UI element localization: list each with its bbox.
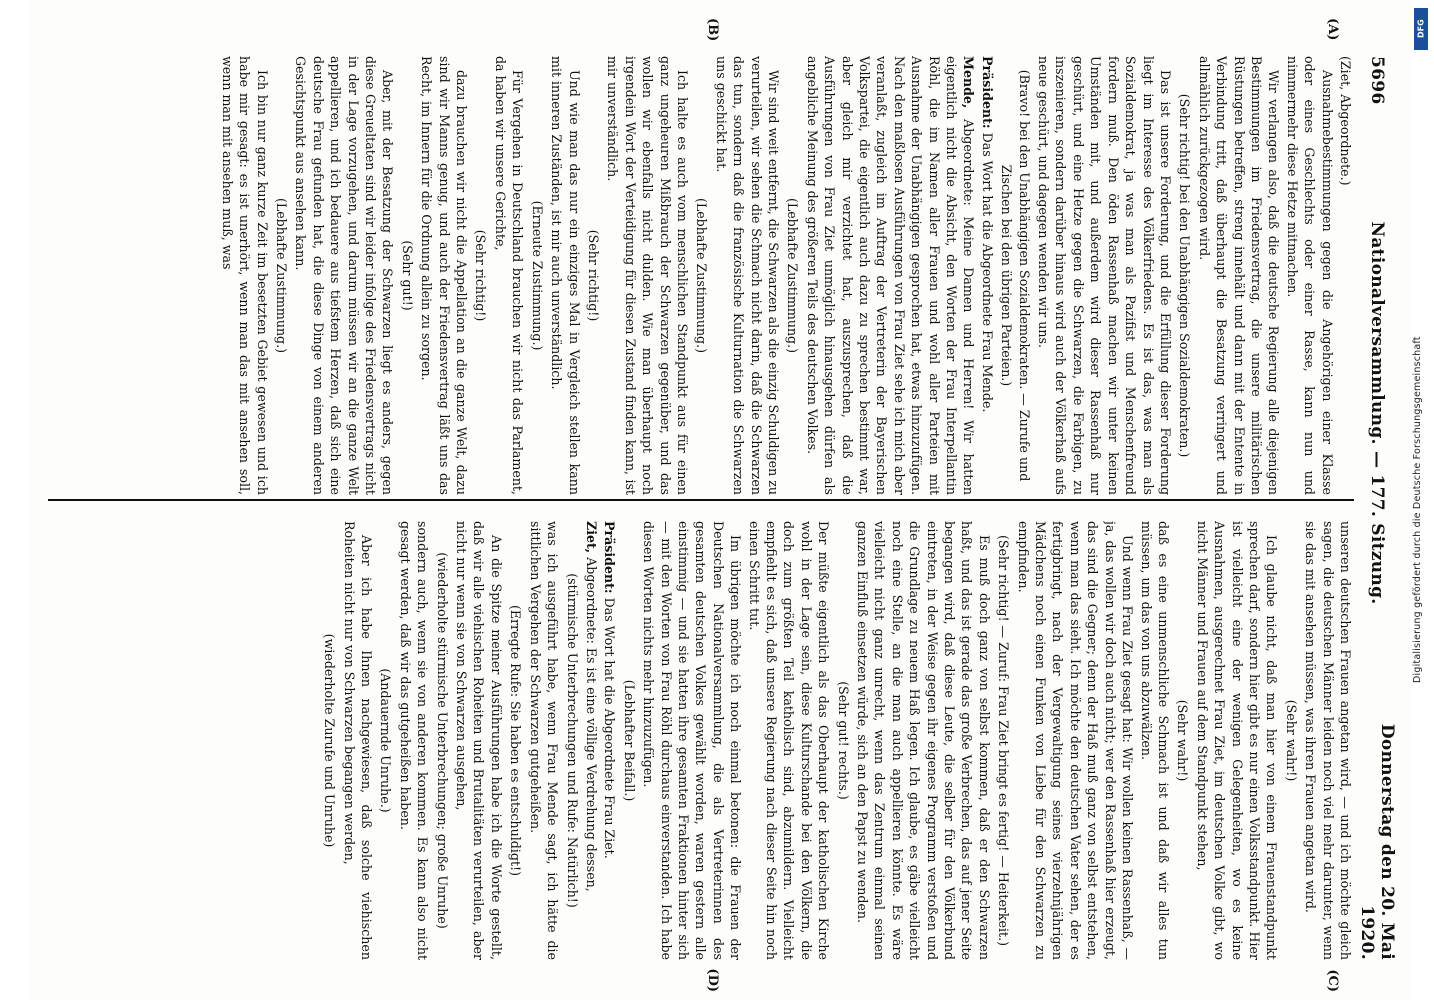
interjection: (Lebhafte Zustimmung.) [694,197,710,354]
text-paragraph: dazu brauchen wir nicht die Appellation an die ganze Welt, dazu sind wir Manns genug, und auch der Friedensvertrag läßt uns das Recht, im Innern für die Ordnung allein zu sorgen. [419,56,470,495]
speaker-paragraph [601,521,618,960]
speech-text: Das Wort hat die Abgeordnete Frau Ziet. [602,593,618,859]
right-column [48,521,1354,960]
interjection: (Erneute Zustimmung.) [529,200,545,351]
speaker-name: Präsident: [979,56,995,129]
speaker-paragraph [583,521,600,960]
speaker-paragraph [978,56,995,495]
digitization-credit: Digitalisierung gefördert durch die Deutsche Forschungsgemeinschaft [1412,336,1423,684]
text-columns [48,56,1354,960]
text-paragraph: Im übrigen möchte ich noch einmal betonen: die Frauen der Deutschen Nationalversammlung, die als Vertreterinnen des gesamten deutschen Volkes gewählt worden, waren gestern alle einstimmig — und sie hatten ihre gesamten Fraktionen hinter sich — mit den Worten von Frau Röhl durchaus einverstanden. Ich habe diesen Worten nichts mehr hinzuzufügen. [641,521,744,960]
interjection: (Lebhafte Zustimmung.) [274,197,290,354]
text-paragraph: Wir sind weit entfernt, die Schwarzen als die einzig Schuldigen zu verurteilen, wir sehen die Schmach nicht darin, daß die Schwarzen das tun, sondern daß die französische Kulturnation die Schwarzen uns geschickt hat. [713,56,781,495]
margin-letter-b: (B) [705,18,720,42]
interjection: (Sehr richtig!) [473,229,489,322]
interjection: (Lebhafter Beifall.) [621,679,637,802]
text-paragraph: Wir verlangen also, daß die deutsche Regierung alle diejenigen Bestimmungen im Friedensvertrag, die unsere militärischen Rüstungen betreffen, streng innehält und dann mit der Entente in Verbindung tritt, daß überhaupt die Besatzung verringert und allmählich zurückgezogen wird. [1196,56,1282,495]
text-paragraph: daß es eine unmenschliche Schmach ist und daß wir alles tun müssen, um das von uns abzuwälzen. [1138,521,1171,960]
margin-letter-a: (A) [1325,18,1340,41]
dfg-logo: DFG [1414,8,1428,50]
text-paragraph: (Ziet, Abgeordnete.) [1338,56,1353,186]
interjection: (Sehr richtig! bei den Unabhängigen Sozialdemokraten.) [1177,93,1193,458]
interjection: (Erregte Rufe: Sie haben es entschuldigt!) [508,605,524,876]
text-paragraph: Das ist unsere Forderung, und die Erfüllung dieser Forderung liegt im Interesse des Völkerfriedens. Es ist das, was man als Sozialdemokrat, ja was man als Pazifist und Menschenfreund fordern muß. Den öden Rassenhaß machen wir unter keinen Umständen mit, und außerdem wird dieser Rassenhaß nur geschürt, und eine Hetze gegen die Schwarzen, die Farbigen, zu inszenieren, sondern darüber hinaus wird auch der Völkerhaß aufs neue geschürt, und dagegen wenden wir uns. [1036,56,1173,495]
text-paragraph: Ich glaube nicht, daß man hier von einem Frauenstandpunkt sprechen darf, sondern hier gibt es nur einen Volksstandpunkt. Hier ist vielleicht eine der wenigen Gelegenheiten, wo es keine Ausnahmen, ausgerechnet Frau Ziet, im deutschen Volke gibt, wo nicht Männer und Frauen auf dem Standpunkt stehen, [1194,521,1280,960]
interjection: (Sehr richtig! — Zuruf: Frau Ziet bringt es fertig! — Heiterkeit.) [996,534,1012,947]
margin-letter-d: (D) [705,968,720,992]
interjection: (Sehr gut! rechts.) [835,681,851,800]
document-page [30,0,1410,1000]
interjection: (Sehr wahr!) [1175,699,1191,782]
interjection: (wiederholte stürmische Unterbrechungen; große Unruhe) [434,552,450,929]
speech-text: Abgeordnete: Meine Damen und Herren! Wir hatten eigentlich nicht die Absicht, den Worten der Frau Interpellantin Röhl, die im Namen aller Frauen und wohl aller Parteien mit Ausnahme der Unabhängigen gesprochen hat, etwas hinzuzufügen. Nach den maßlosen Ausführungen von Frau Ziet sehe ich mich aber veranlaßt, zugleich im Auftrag der Vertreterin der Bayerischen Volkspartei, die eigentlich auch dazu zu sprechen bestimmt war, aber gleich mir verzichtet hat, auszusprechen, daß die Ausführungen von Frau Ziet unmöglich hinausgehen dürfen als angebliche Meinung des größeren Teils des deutschen Volkes. [804,56,977,495]
text-paragraph: Ausnahmebestimmungen gegen die Angehörigen einer Klasse oder eines Geschlechts oder einer Rasse, kann nun und nimmermehr diese Hetze mitmachen. [1284,56,1335,495]
text-paragraph: Für Vergehen in Deutschland brauchen wir nicht das Parlament, da haben wir unsere Gerichte, [492,56,526,495]
text-paragraph: sondern auch, wenn sie von anderen kommen. Es kann also nicht gesagt werden, daß wir das gutgeheißen haben. [397,521,431,960]
text-paragraph: Ich bin nur ganz kurze Zeit im besetzten Gebiet gewesen und ich habe mir gesagt: es ist unerhört, wenn man das mit ansehen soll, wenn man mit ansehen muß, was [219,56,270,495]
page-header [1357,56,1397,960]
interjection: (Bravo! bei den Unabhängigen Sozialdemokraten. — Zurufe und Zischen bei den übrigen Parteien.) [999,69,1032,482]
rotated-page [30,0,1410,1000]
interjection: (Sehr gut!) [399,240,415,311]
speaker-paragraph [803,56,977,495]
interjection: (Sehr richtig!) [585,229,601,322]
interjection: (Lebhafte Zustimmung.) [785,197,801,354]
page-title: Nationalversammlung. — 177. Sitzung. [1367,221,1387,605]
text-paragraph: Aber, mit der Besatzung der Schwarzen liegt es anders, gegen diese Greueltaten sind wir leider infolge des Friedensvertrags nicht in der Lage vorzugehen, und darum müssen wir an die ganze Welt appellieren, und ich bedauere aus tiefstem Herzen, daß sich eine deutsche Frau gefunden hat, die diese Dinge von einem anderen Gesichtspunkt aus ansehen kann. [293,56,396,495]
speech-text: Abgeordnete: Es ist eine völlige Verdrehung dessen, [583,553,599,892]
interjection: (Sehr wahr!) [1283,699,1299,782]
text-paragraph: was ich ausgeführt habe, wenn Frau Mende sagt, ich hätte die sittlichen Vergehen der Schwarzen gutgeheißen. [527,521,561,960]
page-number: 5696 [1367,56,1387,105]
speaker-name: Mende, [961,56,977,109]
text-paragraph: Und wie man das nur ein einziges Mal in Vergleich stellen kann mit inneren Zuständen, ist mir auch unverständlich. [549,56,582,495]
text-paragraph: Und wenn Frau Ziet gesagt hat: Wir wollen keinen Rassenhaß, — ja, das wollen wir doch auch nicht; wer den Rassenhaß hier erzeugt, das sind die Gegner; denn der Haß muß ganz von selbst entstehen, wenn man das sieht. Ich möchte den deutschen Vater sehen, der es fertigbringt, nach der Vergewaltigung seines vierzehnjährigen Mädchens noch einen Funken von Liebe für den Schwarzen zu empfinden. [1015,521,1136,960]
speaker-name: Ziet, [583,521,599,554]
interjection: (wiederholte Zurufe und Unruhe) [322,633,338,848]
text-paragraph: An die Spitze meiner Ausführungen habe ich die Worte gestellt, daß wir alle viehischen Roheiten und Brutalitäten verurteilen, aber nicht nur wenn sie von Schwarzen ausgehen, [454,521,504,960]
text-paragraph: Aber ich habe Ihnen nachgewiesen, daß solche viehischen Roheiten nicht nur von Schwarzen begangen werden, [341,521,375,960]
speaker-name: Präsident: [602,521,618,594]
interjection: (stürmische Unterbrechungen und Rufe: Natürlich!) [564,573,580,908]
text-paragraph: Der müßte eigentlich als das Oberhaupt der katholischen Kirche wohl in der Lage sein, diese Kulturschande bei den Völkern, die doch zum größten Teil katholisch sind, abzumildern. Vielleicht empfiehlt es sich, daß unsere Regierung nach dieser Seite hin noch einen Schritt tut. [746,521,832,960]
text-paragraph: unseren deutschen Frauen angetan wird, — und ich möchte gleich sagen, die deutschen Männer leiden noch viel mehr darunter, wenn sie das mit ansehen müssen, was ihren Frauen angetan wird. [1303,521,1353,960]
text-paragraph: Ich halte es auch vom menschlichen Standpunkt aus für einen ganz ungeheuren Mißbrauch der Schwarzen gegenüber, und das wollen wir ebenfalls nicht dulden. Wie man überhaupt noch irgendein Wort der Verteidigung für diesen Zustand finden kann, ist mir unverständlich. [605,56,690,495]
left-column [48,56,1354,495]
session-date: Donnerstag den 20. Mai 1920. [1357,723,1397,960]
speech-text: Das Wort hat die Abgeordnete Frau Mende. [979,128,995,413]
text-paragraph: Es muß doch ganz von selbst kommen, daß er den Schwarzen haßt, und das ist gerade das große Verbrechen, das auf jener Seite begangen wird, daß diese Leute, die selber für den Völkerbund eintreten, in der Weise gegen ihr eigenes Programm verstoßen und die Grundlage zu neuem Haß legen. Ich glaube, es gäbe vielleicht noch eine Stelle, an die man auch appellieren könnte. Es wäre vielleicht nicht ganz unrecht, wenn das Zentrum einmal seinen ganzen Einfluß einsetzen würde, sich an den Papst zu wenden. [855,521,992,960]
interjection: (Andauernde Unruhe.) [378,668,394,813]
margin-letter-c: (C) [1325,969,1340,992]
